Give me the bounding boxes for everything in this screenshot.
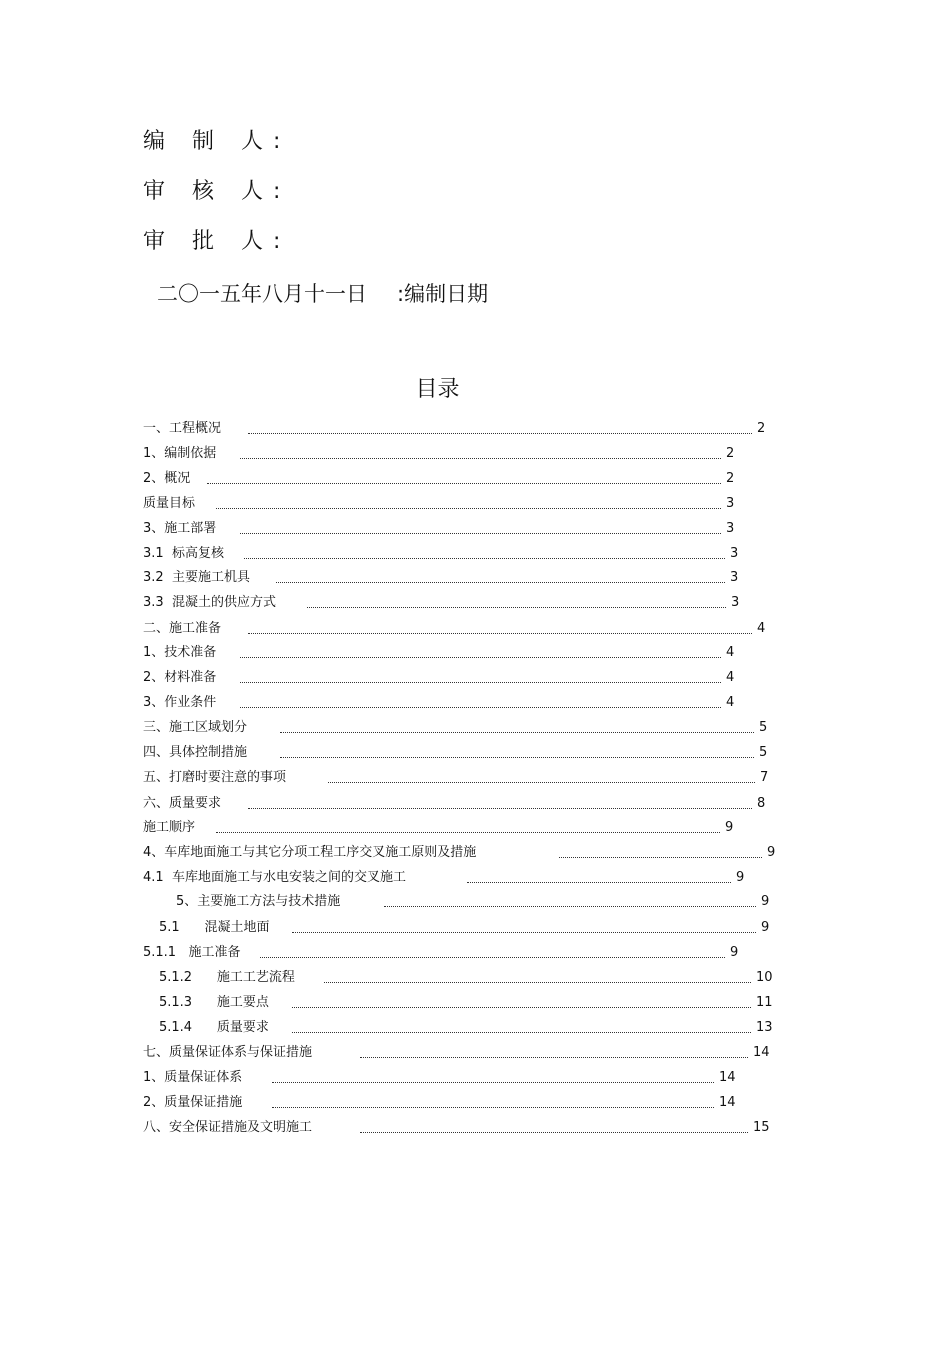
toc-dot-leader [307,594,726,608]
toc-entry-label: 2、材料准备 [143,670,217,685]
toc-entry[interactable] [0,520,950,538]
toc-dot-leader [244,545,725,559]
toc-dot-leader [559,844,762,858]
toc-entry[interactable] [0,795,950,813]
toc-entry-page: 14 [719,1070,736,1085]
toc-entry-page: 3 [726,521,735,536]
toc-entry-label: 3、施工部署 [143,521,217,536]
toc-entry-page: 4 [757,621,766,636]
toc-dot-leader [276,569,725,583]
toc-entry-page: 9 [736,870,745,885]
toc-entry-label: 3.2 主要施工机具 [143,570,250,585]
toc-entry-label: 六、质量要求 [143,796,222,811]
toc-entry[interactable] [0,1019,950,1037]
toc-dot-leader [467,869,731,883]
toc-entry-page: 10 [756,970,773,985]
toc-dot-leader [280,744,754,758]
toc-entry[interactable] [0,844,950,862]
toc-dot-leader [360,1119,748,1133]
toc-dot-leader [240,669,721,683]
toc-entry-page: 15 [753,1120,770,1135]
toc-dot-leader [248,795,752,809]
toc-entry[interactable] [0,1044,950,1062]
toc-title: 目录 [415,377,460,402]
toc-entry[interactable] [0,819,950,837]
toc-entry-page: 9 [761,920,770,935]
toc-entry-label: 2、质量保证措施 [143,1095,243,1110]
toc-dot-leader [292,994,751,1008]
toc-entry[interactable] [0,644,950,662]
toc-entry-page: 9 [767,845,776,860]
toc-entry-label: 3.1 标高复核 [143,546,224,561]
toc-entry[interactable] [0,1119,950,1137]
toc-entry-label: 5.1.2 施工工艺流程 [159,970,295,985]
toc-entry[interactable] [0,869,950,887]
toc-dot-leader [272,1069,714,1083]
toc-dot-leader [328,769,755,783]
toc-entry[interactable] [0,1094,950,1112]
compile-date: 二〇一五年八月十一日 [157,282,367,306]
toc-entry-label: 5.1 混凝土地面 [159,920,270,935]
toc-entry-label: 施工顺序 [143,820,196,835]
toc-entry-label: 二、施工准备 [143,621,222,636]
compiler-signature-line: 编 制 人: [143,129,291,154]
toc-entry-page: 5 [759,720,768,735]
toc-entry-page: 9 [761,894,770,909]
toc-entry[interactable] [0,994,950,1012]
toc-entry-page: 2 [726,471,735,486]
toc-entry-page: 14 [753,1045,770,1060]
toc-dot-leader [324,969,751,983]
toc-entry[interactable] [0,1069,950,1087]
toc-entry-page: 3 [731,595,740,610]
toc-dot-leader [240,445,721,459]
toc-entry-page: 2 [726,446,735,461]
toc-dot-leader [292,919,756,933]
toc-entry[interactable] [0,569,950,587]
toc-entry-label: 2、概况 [143,471,191,486]
toc-dot-leader [384,893,756,907]
toc-dot-leader [207,470,721,484]
reviewer-signature-line: 审 核 人: [143,179,291,204]
toc-entry-page: 3 [730,570,739,585]
toc-entry[interactable] [0,969,950,987]
toc-entry-label: 七、质量保证体系与保证措施 [143,1045,313,1060]
toc-entry-page: 14 [719,1095,736,1110]
toc-entry-label: 一、工程概况 [143,421,222,436]
toc-entry-page: 9 [730,945,739,960]
toc-entry[interactable] [0,919,950,937]
toc-entry-page: 8 [757,796,766,811]
toc-dot-leader [272,1094,714,1108]
toc-entry[interactable] [0,669,950,687]
toc-entry[interactable] [0,744,950,762]
toc-entry-label: 4.1 车库地面施工与水电安装之间的交叉施工 [143,870,406,885]
toc-entry-page: 7 [760,770,769,785]
toc-dot-leader [216,495,721,509]
toc-entry-page: 3 [726,496,735,511]
toc-entry-label: 5、主要施工方法与技术措施 [176,894,341,909]
compile-date-label: :编制日期 [397,282,489,306]
toc-entry-label: 5.1.4 质量要求 [159,1020,269,1035]
toc-entry-label: 四、具体控制措施 [143,745,248,760]
toc-entry-label: 三、施工区域划分 [143,720,248,735]
toc-entry-label: 质量目标 [143,496,196,511]
toc-dot-leader [216,819,720,833]
toc-entry-label: 3.3 混凝土的供应方式 [143,595,276,610]
toc-dot-leader [240,644,721,658]
toc-entry-label: 五、打磨时要注意的事项 [143,770,287,785]
toc-entry-page: 2 [757,421,766,436]
toc-entry-label: 5.1.1 施工准备 [143,945,241,960]
toc-entry-label: 1、编制依据 [143,446,217,461]
toc-dot-leader [360,1044,748,1058]
toc-entry-page: 13 [756,1020,773,1035]
toc-dot-leader [292,1019,751,1033]
toc-entry[interactable] [0,620,950,638]
toc-entry[interactable] [0,420,950,438]
toc-entry[interactable] [0,694,950,712]
toc-dot-leader [240,694,721,708]
toc-entry[interactable] [0,445,950,463]
toc-entry[interactable] [0,719,950,737]
toc-entry-page: 4 [726,670,735,685]
toc-entry[interactable] [0,545,950,563]
toc-dot-leader [248,620,752,634]
approver-signature-line: 审 批 人: [143,229,291,254]
toc-dot-leader [280,719,754,733]
toc-entry-label: 4、车库地面施工与其它分项工程工序交叉施工原则及措施 [143,845,477,860]
toc-entry-page: 11 [756,995,773,1010]
toc-entry-page: 4 [726,695,735,710]
toc-entry-label: 1、技术准备 [143,645,217,660]
toc-entry[interactable] [0,893,950,911]
toc-dot-leader [260,944,725,958]
toc-entry-page: 9 [725,820,734,835]
toc-entry-page: 5 [759,745,768,760]
toc-entry[interactable] [0,594,950,612]
toc-entry-label: 5.1.3 施工要点 [159,995,269,1010]
toc-entry-label: 八、安全保证措施及文明施工 [143,1120,313,1135]
toc-entry[interactable] [0,769,950,787]
toc-dot-leader [240,520,721,534]
toc-entry-page: 4 [726,645,735,660]
toc-entry[interactable] [0,470,950,488]
toc-dot-leader [248,420,752,434]
toc-entry-label: 3、作业条件 [143,695,217,710]
toc-entry[interactable] [0,495,950,513]
toc-entry-label: 1、质量保证体系 [143,1070,243,1085]
toc-entry[interactable] [0,944,950,962]
toc-entry-page: 3 [730,546,739,561]
